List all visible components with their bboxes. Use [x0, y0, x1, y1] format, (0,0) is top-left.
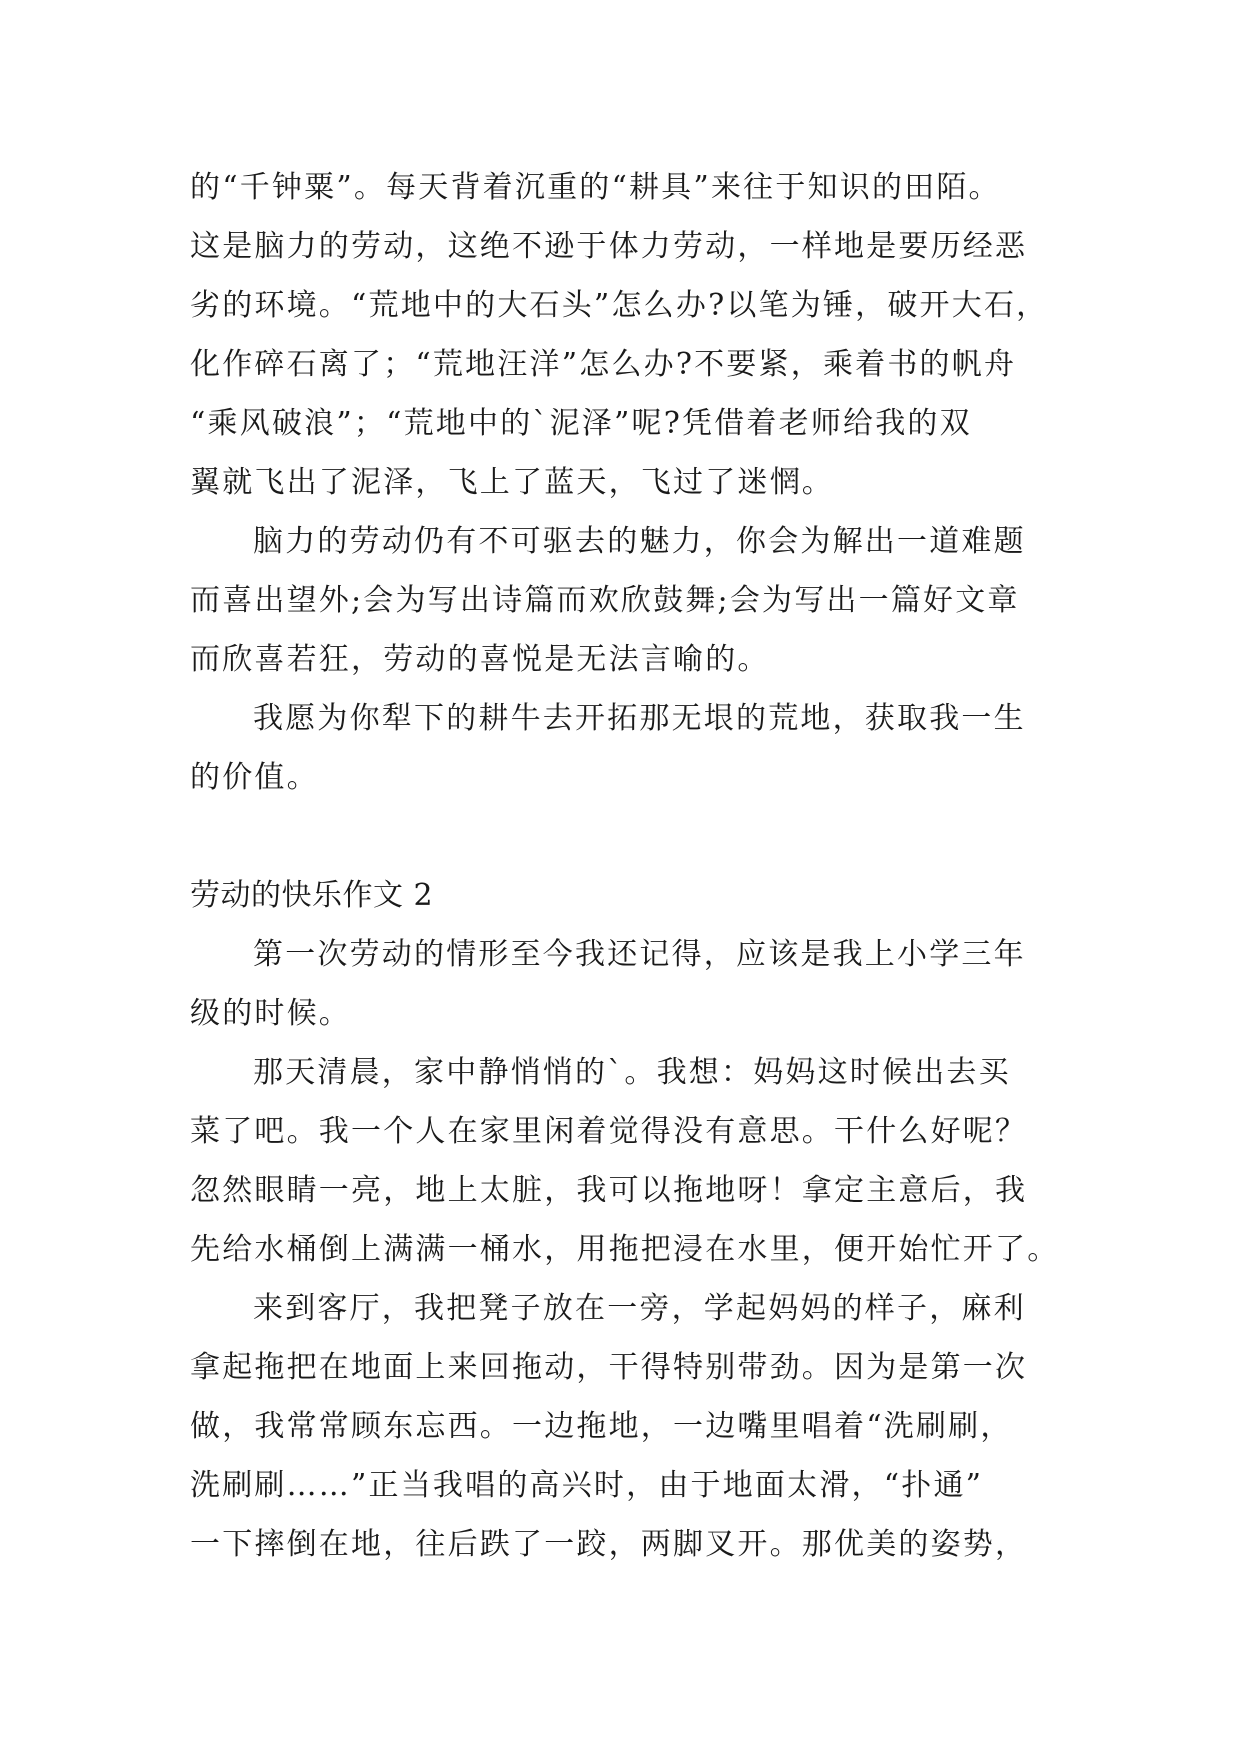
paragraph-line: 先给水桶倒上满满一桶水，用拖把浸在水里，便开始忙开了。	[190, 1232, 1060, 1267]
section-spacer	[190, 807, 1060, 866]
paragraph-line: 来到客厅，我把凳子放在一旁，学起妈妈的样子，麻利	[253, 1291, 1026, 1326]
paragraph-line: 拿起拖把在地面上来回拖动，干得特别带劲。因为是第一次	[190, 1350, 1028, 1385]
paragraph-line: 洗刷刷……”正当我唱的高兴时，由于地面太滑，“扑通”	[190, 1468, 984, 1503]
paragraph-line: 级的时候。	[190, 996, 351, 1031]
section-title: 劳动的快乐作文 2	[190, 878, 434, 913]
paragraph-line: 忽然眼睛一亮，地上太脏，我可以拖地呀！拿定主意后，我	[190, 1173, 1028, 1208]
paragraph-line: 我愿为你犁下的耕牛去开拓那无垠的荒地，获取我一生	[253, 701, 1026, 736]
paragraph-line: 做，我常常顾东忘西。一边拖地，一边嘴里唱着“洗刷刷，	[190, 1409, 1013, 1444]
document-body	[190, 158, 1060, 1574]
paragraph-line: 而喜出望外;会为写出诗篇而欢欣鼓舞;会为写出一篇好文章	[190, 583, 1020, 618]
paragraph-line: 化作碎石离了；“荒地汪洋”怎么办?不要紧，乘着书的帆舟	[190, 347, 1017, 382]
paragraph-line: 菜了吧。我一个人在家里闲着觉得没有意思。干什么好呢？	[190, 1114, 1028, 1149]
paragraph-line: 这是脑力的劳动，这绝不逊于体力劳动，一样地是要历经恶	[190, 229, 1028, 264]
paragraph-line: 而欣喜若狂，劳动的喜悦是无法言喻的。	[190, 642, 770, 677]
paragraph-line: “乘风破浪”；“荒地中的`泥泽”呢?凭借着老师给我的双	[190, 406, 972, 441]
paragraph-line: 的价值。	[190, 760, 319, 795]
paragraph-line: 翼就飞出了泥泽，飞上了蓝天，飞过了迷惘。	[190, 465, 834, 500]
paragraph-line: 劣的环境。“荒地中的大石头”怎么办?以笔为锤，破开大石，	[190, 288, 1049, 323]
paragraph-line: 第一次劳动的情形至今我还记得，应该是我上小学三年	[253, 937, 1026, 972]
paragraph-line: 脑力的劳动仍有不可驱去的魅力，你会为解出一道难题	[253, 524, 1026, 559]
paragraph-line: 一下摔倒在地，往后跌了一跤，两脚叉开。那优美的姿势，	[190, 1527, 1028, 1562]
paragraph-line: 的“千钟粟”。每天背着沉重的“耕具”来往于知识的田陌。	[190, 170, 1001, 205]
paragraph-line: 那天清晨，家中静悄悄的`。我想：妈妈这时候出去买	[253, 1055, 1011, 1090]
